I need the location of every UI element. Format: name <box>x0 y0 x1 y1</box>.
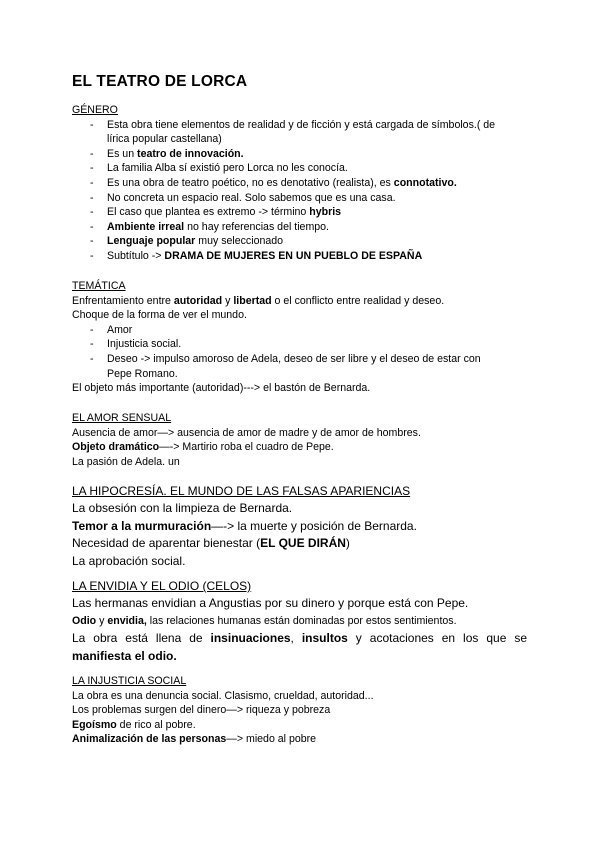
list-item: - No concreta un espacio real. Solo sabemos que es una casa. <box>72 191 495 206</box>
section-heading: GÉNERO <box>72 104 118 116</box>
page-title: EL TEATRO DE LORCA <box>72 73 248 90</box>
text-line: Choque de la forma de ver el mundo. <box>72 309 247 322</box>
text-line: La obsesión con la limpieza de Bernarda. <box>72 501 293 516</box>
text-line: Objeto dramático—-> Martirio roba el cuadro de Pepe. <box>72 441 334 454</box>
text-line: El objeto más importante (autoridad)---> el bastón de Bernarda. <box>72 382 371 395</box>
text-line: Enfrentamiento entre autoridad y libertad o el conflicto entre realidad y deseo. <box>72 294 445 307</box>
list-item: - Ambiente irreal no hay referencias del tiempo. <box>72 220 495 235</box>
section-tematica <box>72 279 481 396</box>
text-line: La obra es una denuncia social. Clasismo, crueldad, autoridad... <box>72 689 374 702</box>
text-line: Ausencia de amor—> ausencia de amor de madre y de amor de hombres. <box>72 426 421 439</box>
text-line: Los problemas surgen del dinero—> riqueza y pobreza <box>72 704 331 717</box>
tematica-list <box>72 323 481 381</box>
list-item: - Es una obra de teatro poético, no es denotativo (realista), es connotativo. <box>72 176 495 191</box>
list-item: - Amor <box>72 323 481 338</box>
list-item: - El caso que plantea es extremo -> término hybris <box>72 205 495 220</box>
text-line: La pasión de Adela. un <box>72 455 180 468</box>
section-heading: TEMÁTICA <box>72 280 126 292</box>
text-line: Las hermanas envidian a Angustias por su dinero y porque está con Pepe. <box>72 596 469 611</box>
list-item: - Lenguaje popular muy seleccionado <box>72 234 495 249</box>
list-item: - Esta obra tiene elementos de realidad y de ficción y está cargada de símbolos.( de lírica popular castellana) <box>72 118 495 147</box>
section-heading: EL AMOR SENSUAL <box>72 412 172 424</box>
section-envidia <box>72 578 527 665</box>
section-heading: LA HIPOCRESÍA. EL MUNDO DE LAS FALSAS APARIENCIAS <box>72 484 411 498</box>
list-item: - Es un teatro de innovación. <box>72 147 495 162</box>
list-item: - Injusticia social. <box>72 337 481 352</box>
section-genero <box>72 103 495 264</box>
genero-list <box>72 118 495 264</box>
list-item: - La familia Alba sí existió pero Lorca no les conocía. <box>72 161 495 176</box>
text-line: La aprobación social. <box>72 553 186 568</box>
section-amor-sensual <box>72 411 421 469</box>
text-line: Temor a la murmuración—-> la muerte y posición de Bernarda. <box>72 518 417 533</box>
text-paragraph: La obra está llena de insinuaciones, insultos y acotaciones en los que se manifiesta el odio. <box>72 631 528 663</box>
section-heading: LA ENVIDIA Y EL ODIO (CELOS) <box>72 579 252 593</box>
list-item: - Deseo -> impulso amoroso de Adela, deseo de ser libre y el deseo de estar con Pepe Romano. <box>72 352 481 381</box>
text-line: Odio y envidia, las relaciones humanas están dominadas por estos sentimientos. <box>72 614 457 627</box>
text-line: Egoísmo de rico al pobre. <box>72 718 196 731</box>
list-item: - Subtítulo -> DRAMA DE MUJERES EN UN PUEBLO DE ESPAÑA <box>72 249 495 264</box>
text-line: Animalización de las personas—> miedo al pobre <box>72 733 317 746</box>
section-injusticia-social <box>72 674 374 747</box>
text-line: Necesidad de aparentar bienestar (EL QUE DIRÁN) <box>72 536 350 551</box>
section-hipocresia <box>72 483 417 570</box>
section-heading: LA INJUSTICIA SOCIAL <box>72 675 187 687</box>
